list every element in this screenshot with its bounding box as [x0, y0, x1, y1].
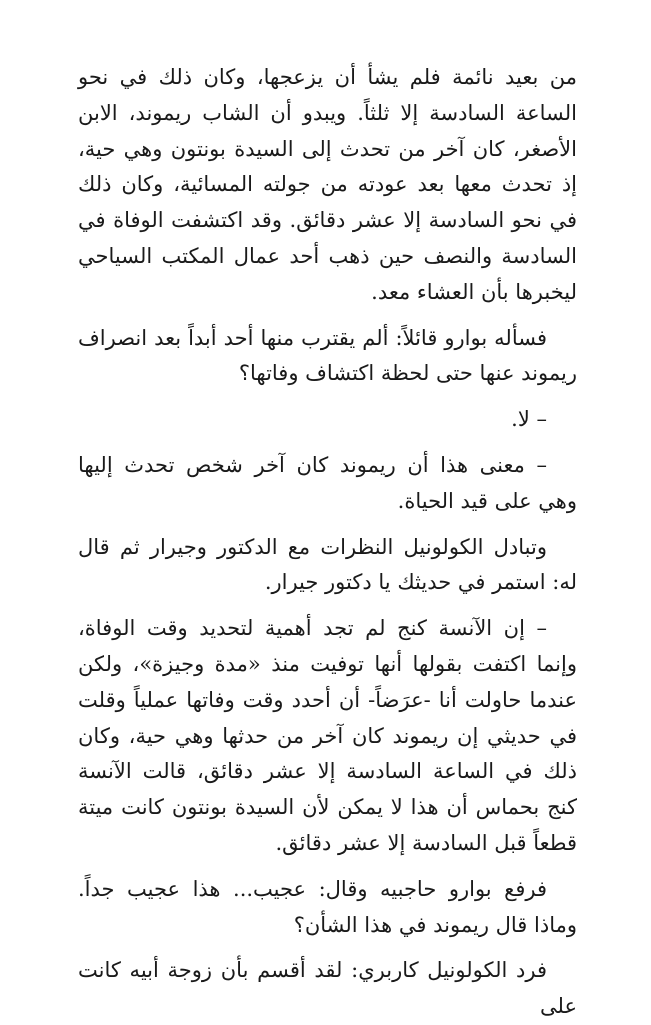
paragraph-1: من بعيد نائمة فلم يشأ أن يزعجها، وكان ذلك في نحو الساعة السادسة إلا ثلثاً. ويبدو أن الشاب ريموند، الابن الأصغر، كان آخر من تحدث إلى السيدة بونتون وهي حية، إذ تحدث معها بعد عودته من جولته المسائية، وكان ذلك في نحو السادسة إلا عشر دقائق. وقد اكتشفت الوفاة في السادسة والنصف حين ذهب أحد عمال المكتب السياحي ليخبرها بأن العشاء معد.: [78, 65, 577, 304]
paragraph-7: فرفع بوارو حاجبيه وقال: عجيب... هذا عجيب جداً. وماذا قال ريموند في هذا الشأن؟: [78, 876, 577, 937]
paragraph-8: فرد الكولونيل كاربري: لقد أقسم بأن زوجة أبيه كانت على: [78, 958, 577, 1019]
paragraph-2: فسأله بوارو قائلاً: ألم يقترب منها أحد أبداً بعد انصراف ريموند عنها حتى لحظة اكتشاف وفاتها؟: [78, 325, 577, 386]
paragraph-3: – لا.: [511, 407, 547, 432]
paragraph-5: وتبادل الكولونيل النظرات مع الدكتور وجيرار ثم قال له: استمر في حديثك يا دكتور جيرار.: [78, 534, 577, 595]
paragraph-4: – معنى هذا أن ريموند كان آخر شخص تحدث إليها وهي على قيد الحياة.: [78, 452, 577, 513]
paragraph-6: – إن الآنسة كنج لم تجد أهمية لتحديد وقت الوفاة، وإنما اكتفت بقولها أنها توفيت منذ «مدة وجيزة»، ولكن عندما حاولت أنا -عرَضاً- أن أحدد وقت وفاتها عملياً وقلت في حديثي إن ريموند كان آخر من حدثها وهي حية، وكان ذلك في الساعة السادسة إلا عشر دقائق، قالت الآنسة كنج بحماس أن هذا لا يمكن لأن السيدة بونتون كانت ميتة قطعاً قبل السادسة إلا عشر دقائق.: [78, 616, 577, 855]
